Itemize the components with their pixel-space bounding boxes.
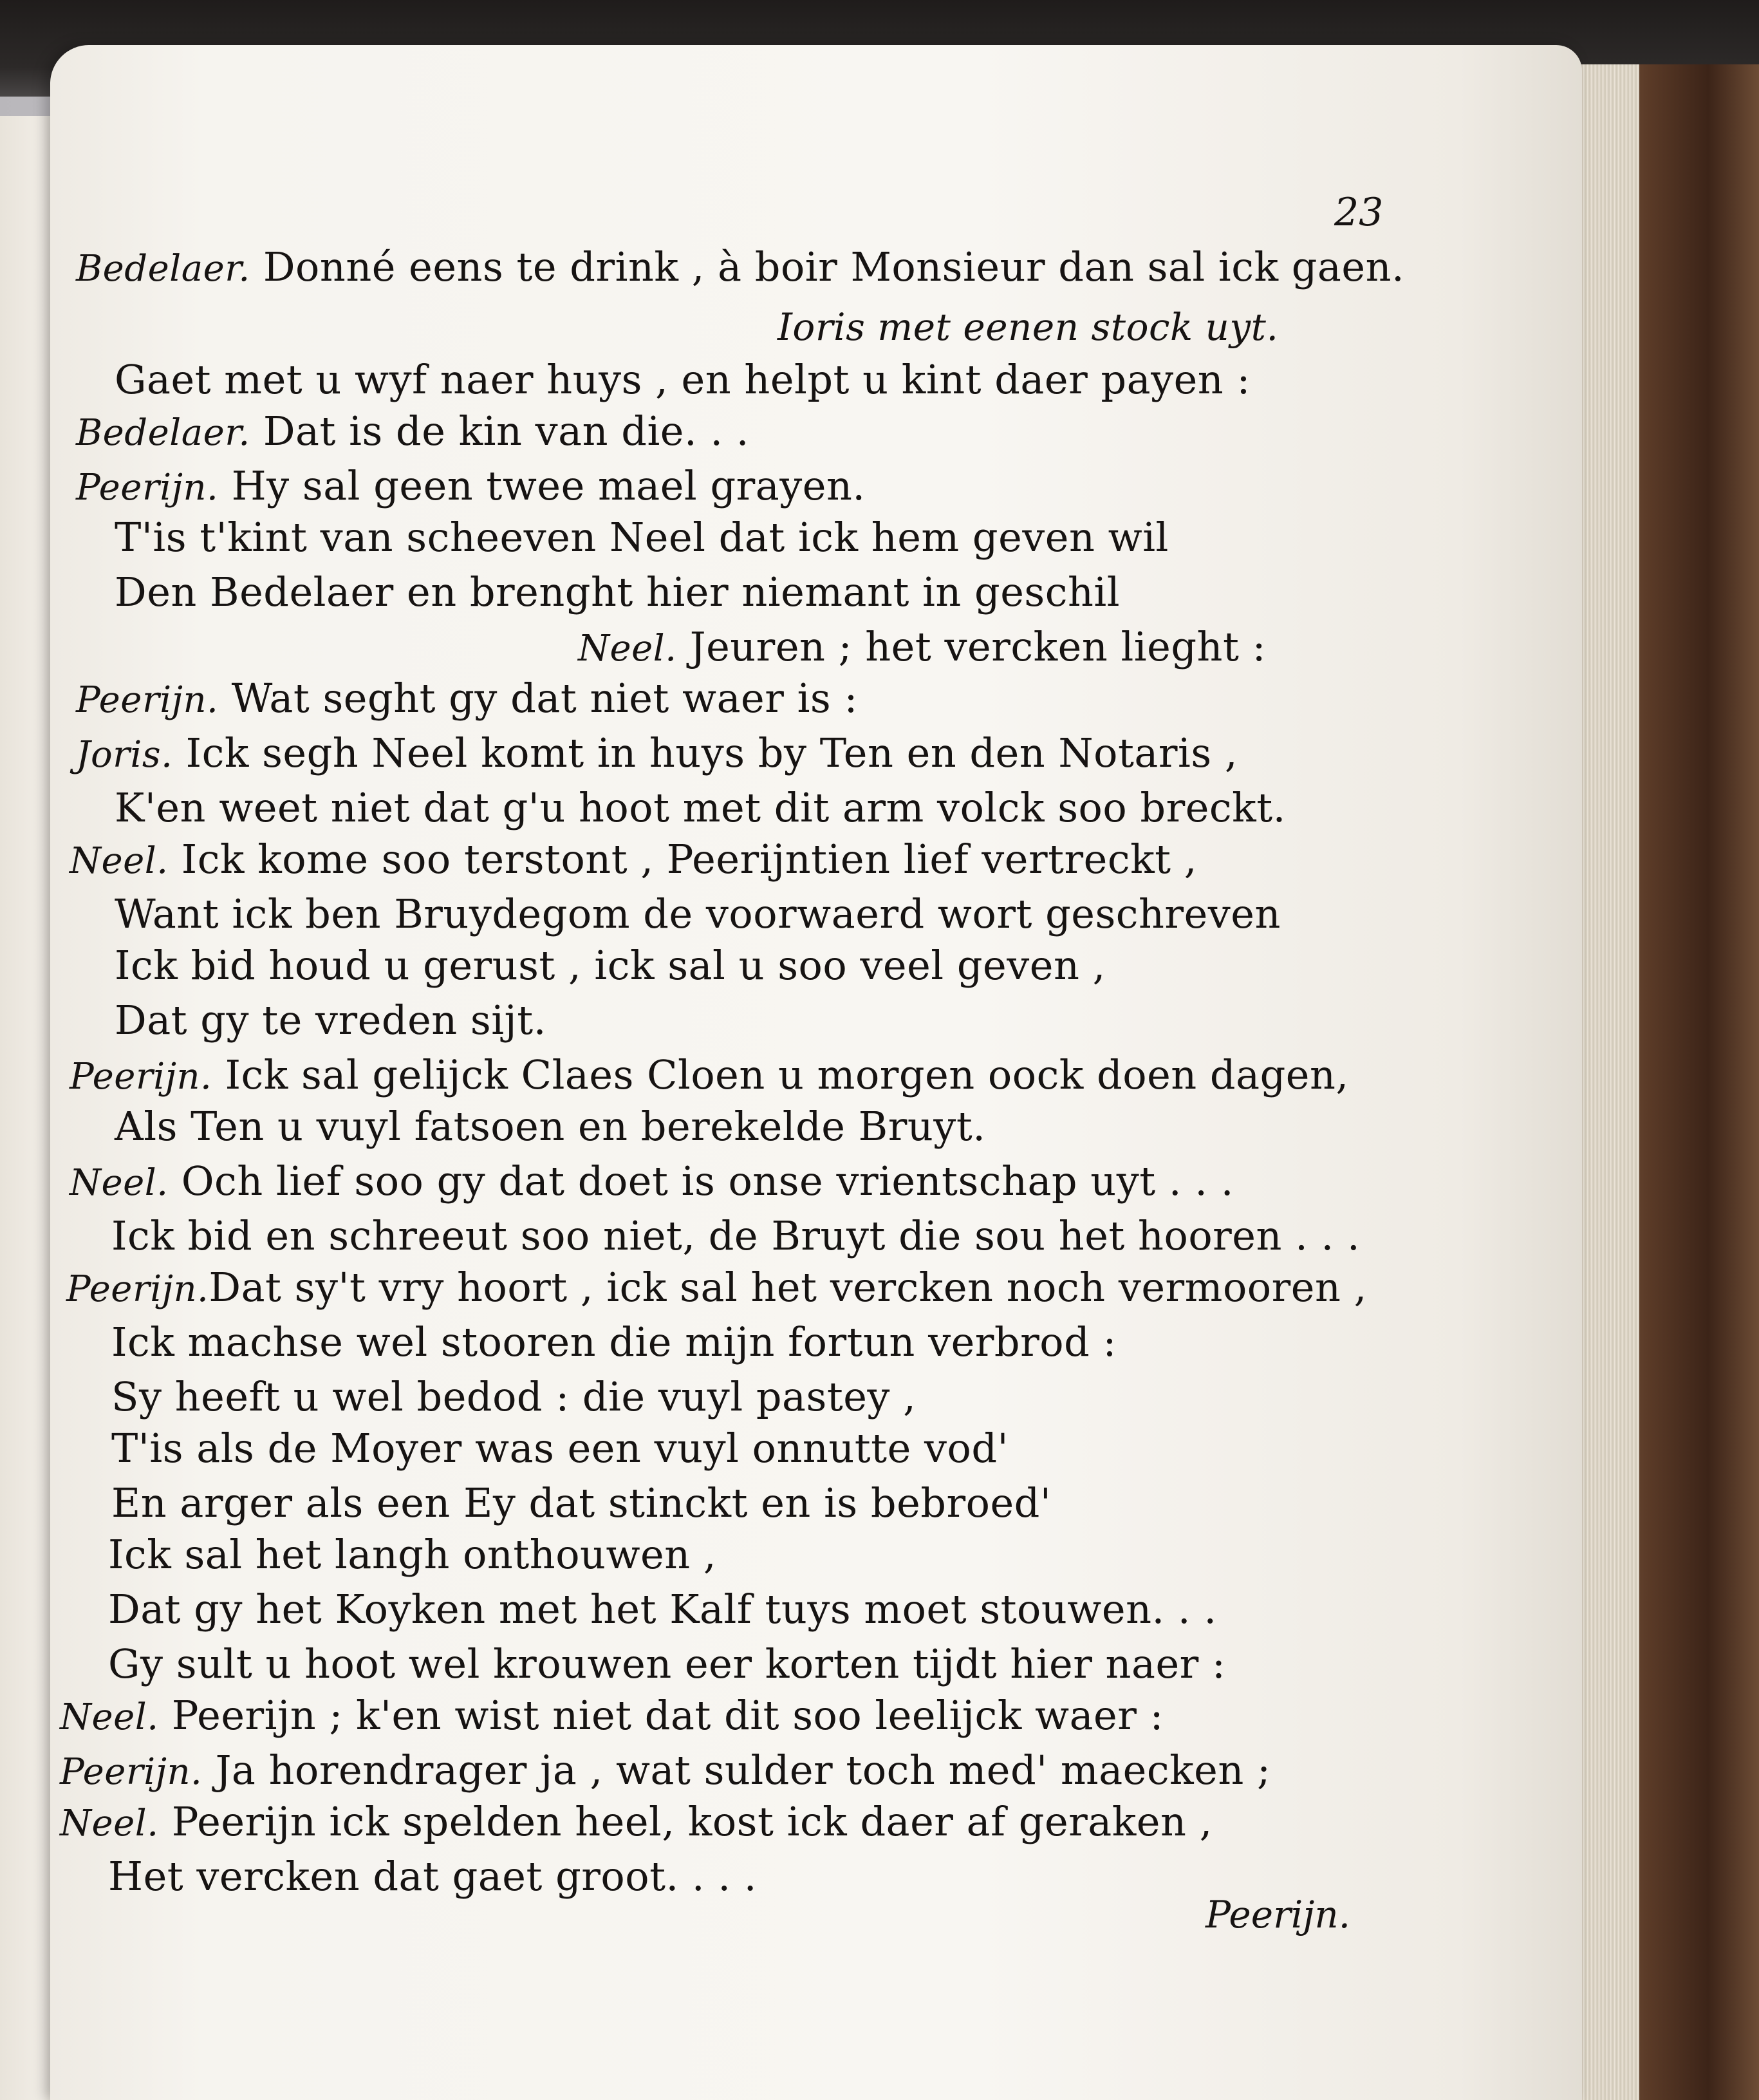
text-line	[76, 241, 1404, 295]
speaker-name: Peerijn.	[70, 1056, 212, 1098]
line-text: T'is t'kint van scheeven Neel dat ick hem geven wil	[115, 514, 1169, 561]
line-text: Ick kome soo terstont , Peerijntien lief vertreckt ,	[168, 836, 1197, 883]
speaker-name: Bedelaer.	[76, 248, 250, 290]
speaker-name: Neel.	[60, 1803, 159, 1844]
text-line	[60, 1690, 1164, 1743]
line-text: Ja horendrager ja , wat sulder toch med' maecken ;	[202, 1747, 1271, 1794]
line-text: Dat gy te vreden sijt.	[115, 997, 546, 1044]
speaker-name: Joris.	[76, 734, 173, 776]
speaker-name: Peerijn.	[76, 467, 219, 509]
text-line	[76, 406, 749, 459]
line-text: Hy sal geen twee mael grayen.	[218, 462, 866, 509]
line-text: Sy heeft u wel bedod : die vuyl pastey ,	[111, 1373, 917, 1420]
speaker-name: Neel.	[60, 1696, 159, 1738]
page-number: 23	[1334, 190, 1384, 235]
line-text: Den Bedelaer en brenght hier niemant in geschil	[115, 568, 1121, 615]
text-line	[76, 460, 866, 514]
line-text: T'is als de Moyer was een vuyl onnutte vod'	[111, 1425, 1009, 1472]
line-text: Ick sal het langh onthouwen ,	[108, 1531, 717, 1578]
text-line	[115, 888, 1281, 940]
text-line	[76, 727, 1238, 781]
text-line	[578, 621, 1266, 675]
text-line	[115, 1101, 985, 1152]
speaker-name: Peerijn.	[60, 1751, 203, 1793]
line-text: Ick bid houd u gerust , ick sal u soo veel geven ,	[115, 942, 1106, 989]
text-line	[111, 1210, 1360, 1262]
book-page	[50, 45, 1582, 2100]
text-line	[115, 567, 1120, 618]
speaker-name: Neel.	[70, 840, 169, 882]
line-text: Ick segh Neel komt in huys by Ten en den Notaris ,	[172, 729, 1238, 776]
speaker-name: Neel.	[70, 1162, 169, 1204]
line-text: Dat gy het Koyken met het Kalf tuys moet stouwen. . .	[108, 1586, 1217, 1633]
text-line	[115, 512, 1169, 563]
line-text: Ick sal gelijck Claes Cloen u morgen oock doen dagen,	[212, 1051, 1349, 1098]
speaker-name: Neel.	[578, 628, 677, 670]
text-line	[108, 1638, 1225, 1690]
text-line	[108, 1584, 1217, 1635]
line-text: Dat is de kin van die. . .	[250, 408, 750, 455]
line-text: Wat seght gy dat niet waer is :	[218, 675, 858, 722]
text-line	[111, 1423, 1009, 1474]
speaker-name: Bedelaer.	[76, 412, 250, 454]
text-line	[111, 1317, 1117, 1368]
text-line	[66, 1262, 1367, 1315]
line-text: Gaet met u wyf naer huys , en helpt u kint daer payen :	[115, 356, 1251, 403]
line-text: Donné eens te drink , à boir Monsieur dan sal ick gaen.	[250, 243, 1405, 290]
text-line	[115, 782, 1286, 834]
line-text: Gy sult u hoot wel krouwen eer korten tijdt hier naer :	[108, 1640, 1226, 1687]
line-text: K'en weet niet dat g'u hoot met dit arm volck soo breckt.	[115, 784, 1286, 831]
text-line	[115, 995, 546, 1046]
speaker-name: Peerijn.	[66, 1268, 209, 1310]
text-line	[60, 1745, 1270, 1798]
text-line	[70, 1156, 1234, 1209]
line-text: Ick machse wel stooren die mijn fortun verbrod :	[111, 1318, 1117, 1365]
text-line	[115, 940, 1106, 991]
catchword: Peerijn.	[1205, 1893, 1351, 1936]
speaker-name: Peerijn.	[76, 679, 219, 721]
text-line	[111, 1477, 1051, 1529]
line-text: Peerijn ; k'en wist niet dat dit soo leelijck waer :	[158, 1692, 1164, 1739]
line-text: Ioris met eenen stock uyt.	[777, 305, 1279, 349]
text-line	[111, 1371, 916, 1423]
line-text: Als Ten u vuyl fatsoen en berekelde Bruyt.	[115, 1103, 986, 1150]
stage-direction	[777, 301, 1278, 353]
line-text: Och lief soo gy dat doet is onse vrientschap uyt . . .	[168, 1158, 1234, 1205]
text-line	[76, 673, 858, 726]
line-text: En arger als een Ey dat stinckt en is bebroed'	[111, 1479, 1052, 1526]
line-text: Peerijn ick spelden heel, kost ick daer af geraken ,	[158, 1798, 1213, 1845]
line-text: Jeuren ; het vercken lieght :	[676, 623, 1266, 670]
line-text: Het vercken dat gaet groot. . . .	[108, 1853, 757, 1900]
text-line	[108, 1529, 716, 1580]
line-text: Want ick ben Bruydegom de voorwaerd wort geschreven	[115, 890, 1281, 937]
text-line	[70, 1049, 1349, 1103]
text-line	[115, 354, 1251, 406]
text-line	[108, 1851, 757, 1902]
text-line	[70, 834, 1197, 887]
text-line	[60, 1796, 1213, 1850]
line-text: Ick bid en schreeut soo niet, de Bruyt die sou het hooren . . .	[111, 1212, 1361, 1259]
line-text: Dat sy't vry hoort , ick sal het vercken noch vermooren ,	[209, 1264, 1367, 1311]
